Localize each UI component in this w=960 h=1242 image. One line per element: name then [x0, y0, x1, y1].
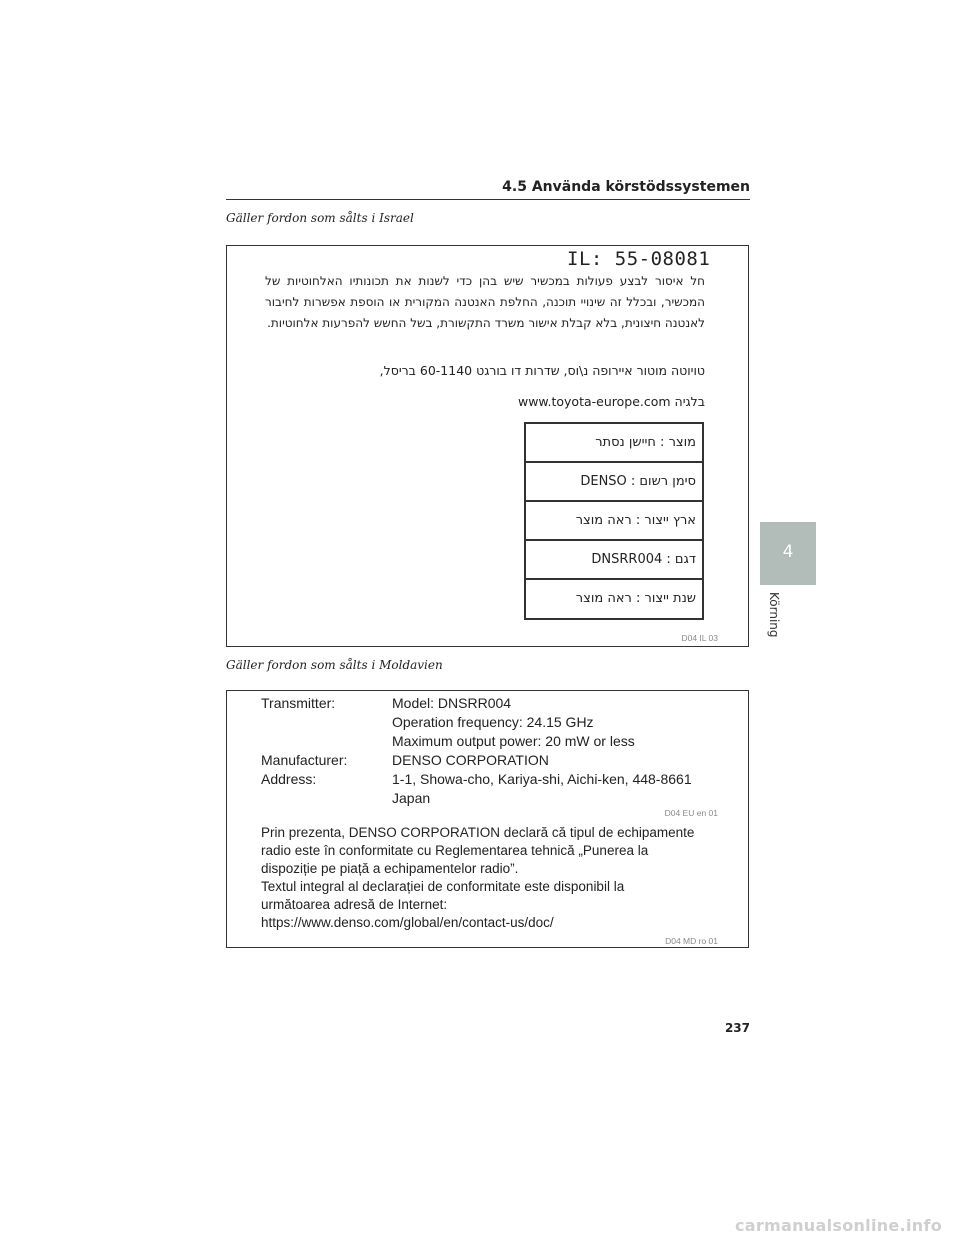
page-number: 237 — [724, 1021, 750, 1035]
spec-key-manufacturer: Manufacturer: — [261, 752, 348, 768]
header-divider — [226, 199, 750, 200]
spec-value: Maximum output power: 20 mW or less — [392, 733, 635, 749]
website-line: בלגיה www.toyota-europe.com — [517, 394, 705, 409]
israel-caption: Gäller fordon som sålts i Israel — [226, 211, 414, 225]
label-row: שנת ייצור : ראה מוצר — [575, 591, 696, 606]
declaration-line: Textul integral al declarației de conformitate este disponibil la — [261, 879, 625, 894]
spec-value: Model: DNSRR004 — [392, 695, 512, 711]
il-approval-number: IL: 55-08081 — [567, 248, 711, 270]
section-title: 4.5 Använda körstödssystemen — [502, 179, 750, 195]
declaration-url: https://www.denso.com/global/en/contact-us/doc/ — [261, 915, 554, 930]
product-label-table — [524, 422, 704, 620]
declaration-line: următoarea adresă de Internet: — [261, 897, 448, 912]
label-row: ארץ ייצור : ראה מוצר — [526, 502, 702, 541]
spec-value: 1-1, Showa-cho, Kariya-shi, Aichi-ken, 448-8661 — [392, 771, 692, 787]
israel-code: D04 IL 03 — [681, 633, 718, 643]
eu-code: D04 EU en 01 — [664, 808, 718, 818]
md-code: D04 MD ro 01 — [665, 936, 718, 946]
israel-label-box — [226, 245, 749, 647]
spec-value: Japan — [392, 790, 431, 806]
spec-value: Operation frequency: 24.15 GHz — [392, 714, 594, 730]
chapter-tab — [760, 522, 816, 585]
chapter-number: 4 — [782, 542, 794, 562]
chapter-name: Körning — [767, 592, 781, 638]
spec-key-transmitter: Transmitter: — [261, 695, 336, 711]
declaration-line: radio este în conformitate cu Reglementarea tehnică „Punerea la — [261, 843, 649, 858]
declaration-line: dispoziție pe piață a echipamentelor radio”. — [261, 861, 519, 876]
watermark: carmanualsonline.info — [734, 1216, 942, 1235]
label-row: סימן רשום : DENSO — [526, 463, 702, 502]
hebrew-paragraph: חל איסור לבצע פעולות במכשיר שיש בהן כדי לשנות את תכונותיו האלחוטיות של המכשיר, ובכלל זה שינויי תוכנה, החלפת האנטנה המקורית או הוספת אפשרות לחיבור לאנטנה חיצונית, בלא קבלת אישור משרד התקשורת, בשל החשש להפרעות אלחוטיות. — [265, 274, 705, 330]
moldova-caption: Gäller fordon som sålts i Moldavien — [226, 658, 443, 672]
moldova-label-box — [226, 690, 749, 948]
distributor-line: טויוטה מוטור איירופה נ\וס, שדרות דו בורגט 60-1140 בריסל, — [379, 363, 705, 378]
spec-key-address: Address: — [261, 771, 317, 787]
label-row: מוצר : חיישן נסתר — [526, 424, 702, 463]
spec-value: DENSO CORPORATION — [392, 752, 549, 768]
declaration-line: Prin prezenta, DENSO CORPORATION declară că tipul de echipamente — [261, 825, 695, 840]
label-row: דגם : DNSRR004 — [526, 541, 702, 580]
